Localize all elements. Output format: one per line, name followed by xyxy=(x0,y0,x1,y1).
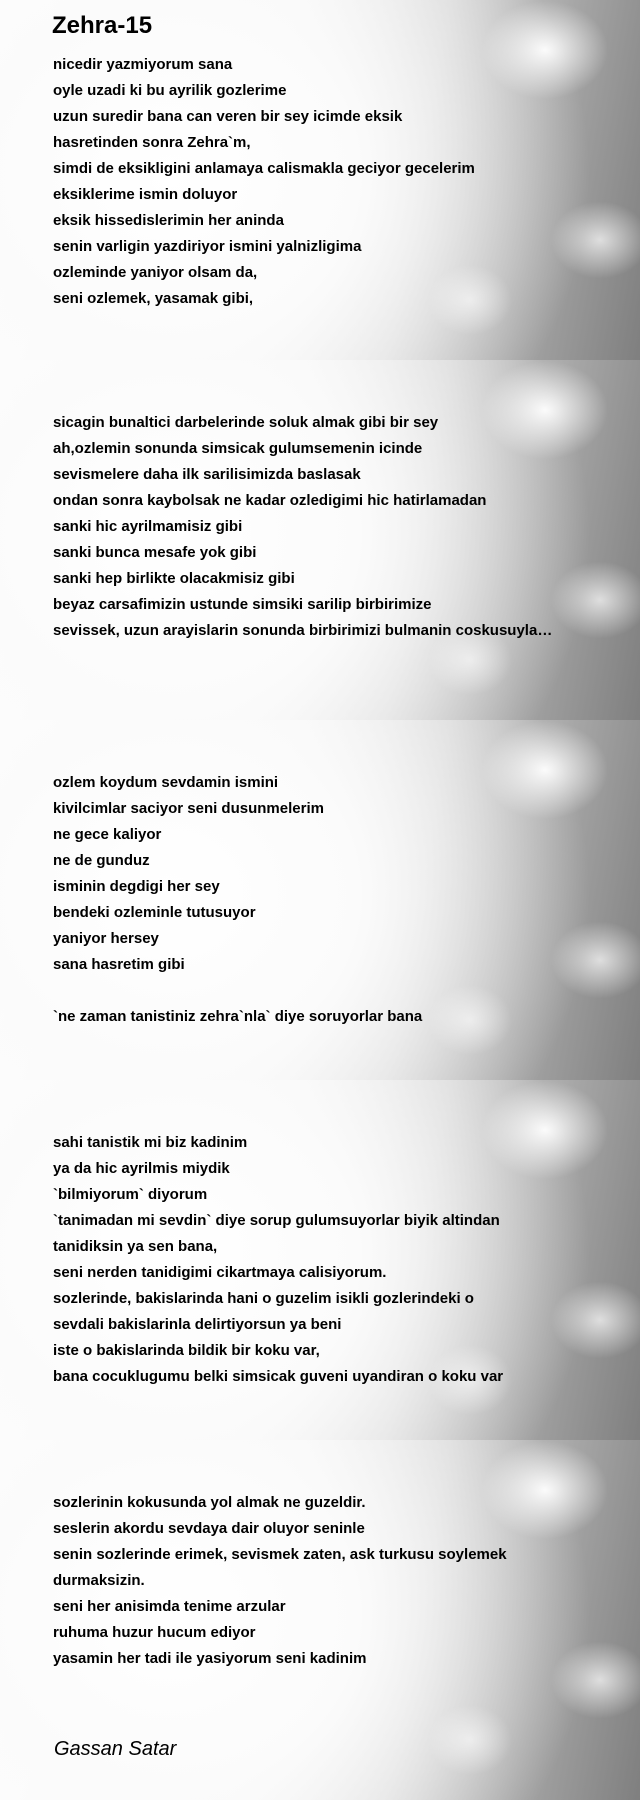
stanza-2 xyxy=(53,410,613,644)
poem-panel-2 xyxy=(0,360,640,720)
poem-line: sanki hep birlikte olacakmisiz gibi xyxy=(53,570,295,587)
poem-line: seni ozlemek, yasamak gibi, xyxy=(53,290,254,307)
poem-line: ne gece kaliyor xyxy=(53,826,162,843)
poem-line: simdi de eksikligini anlamaya calismakla geciyor gecelerim xyxy=(53,160,475,177)
poem-line: sanki bunca mesafe yok gibi xyxy=(53,544,257,561)
poem-line: nicedir yazmiyorum sana xyxy=(53,56,233,73)
poem-line: sanki hic ayrilmamisiz gibi xyxy=(53,518,243,535)
poem-line: seni her anisimda tenime arzular xyxy=(53,1598,286,1615)
poem-line: sevdali bakislarinla delirtiyorsun ya beni xyxy=(53,1316,342,1333)
poem-line: sana hasretim gibi xyxy=(53,956,185,973)
poem-line: `ne zaman tanistiniz zehra`nla` diye soruyorlar bana xyxy=(53,1008,423,1025)
poem-line: sozlerinde, bakislarinda hani o guzelim isikli gozlerindeki o xyxy=(53,1290,474,1307)
poem-line: iste o bakislarinda bildik bir koku var, xyxy=(53,1342,320,1359)
poem-line: senin varligin yazdiriyor ismini yalnizligima xyxy=(53,238,362,255)
poem-line: tanidiksin ya sen bana, xyxy=(53,1238,218,1255)
poem-panel-1 xyxy=(0,0,640,360)
stanza-4 xyxy=(53,1130,613,1390)
poem-line: sicagin bunaltici darbelerinde soluk almak gibi bir sey xyxy=(53,414,439,431)
poem-line: sevismelere daha ilk sarilisimizda baslasak xyxy=(53,466,361,483)
stanza-1 xyxy=(53,52,613,312)
poem-line: ruhuma huzur hucum ediyor xyxy=(53,1624,256,1641)
poem-line: beyaz carsafimizin ustunde simsiki sarilip birbirimize xyxy=(53,596,432,613)
poem-line: `tanimadan mi sevdin` diye sorup gulumsuyorlar biyik altindan xyxy=(53,1212,500,1229)
poem-line: seslerin akordu sevdaya dair oluyor seninle xyxy=(53,1520,365,1537)
poem-line: sahi tanistik mi biz kadinim xyxy=(53,1134,248,1151)
poem-line: durmaksizin. xyxy=(53,1572,145,1589)
poem-line: ya da hic ayrilmis miydik xyxy=(53,1160,230,1177)
poem-panel-4 xyxy=(0,1080,640,1440)
poem-line: oyle uzadi ki bu ayrilik gozlerime xyxy=(53,82,287,99)
poem-line: eksiklerime ismin doluyor xyxy=(53,186,238,203)
poem-line: yaniyor hersey xyxy=(53,930,159,947)
poem-panel-5 xyxy=(0,1440,640,1800)
poem-line: uzun suredir bana can veren bir sey icimde eksik xyxy=(53,108,403,125)
poem-line: senin sozlerinde erimek, sevismek zaten, ask turkusu soylemek xyxy=(53,1546,507,1563)
poem-panel-3 xyxy=(0,720,640,1080)
poem-line: `bilmiyorum` diyorum xyxy=(53,1186,208,1203)
poem-line: hasretinden sonra Zehra`m, xyxy=(53,134,251,151)
author-name: Gassan Satar xyxy=(54,1738,177,1760)
poem-line: sozlerinin kokusunda yol almak ne guzeldir. xyxy=(53,1494,366,1511)
poem-line: seni nerden tanidigimi cikartmaya calisiyorum. xyxy=(53,1264,387,1281)
poem-line: ondan sonra kaybolsak ne kadar ozledigimi hic hatirlamadan xyxy=(53,492,487,509)
poem-line xyxy=(53,978,613,1004)
poem-line: bana cocuklugumu belki simsicak guveni uyandiran o koku var xyxy=(53,1368,504,1385)
poem-line: ne de gunduz xyxy=(53,852,150,869)
poem-line: bendeki ozleminle tutusuyor xyxy=(53,904,256,921)
poem-line: sevissek, uzun arayislarin sonunda birbirimizi bulmanin coskusuyla… xyxy=(53,622,553,639)
poem-line: ah,ozlemin sonunda simsicak gulumsemenin icinde xyxy=(53,440,423,457)
stanza-3 xyxy=(53,770,613,1030)
poem-title: Zehra-15 xyxy=(52,12,153,39)
poem-line: eksik hissedislerimin her aninda xyxy=(53,212,284,229)
poem-line: yasamin her tadi ile yasiyorum seni kadinim xyxy=(53,1650,367,1667)
stanza-5 xyxy=(53,1490,613,1672)
poem-line: isminin degdigi her sey xyxy=(53,878,220,895)
poem-line: ozleminde yaniyor olsam da, xyxy=(53,264,258,281)
poem-line: kivilcimlar saciyor seni dusunmelerim xyxy=(53,800,324,817)
poem-line: ozlem koydum sevdamin ismini xyxy=(53,774,279,791)
